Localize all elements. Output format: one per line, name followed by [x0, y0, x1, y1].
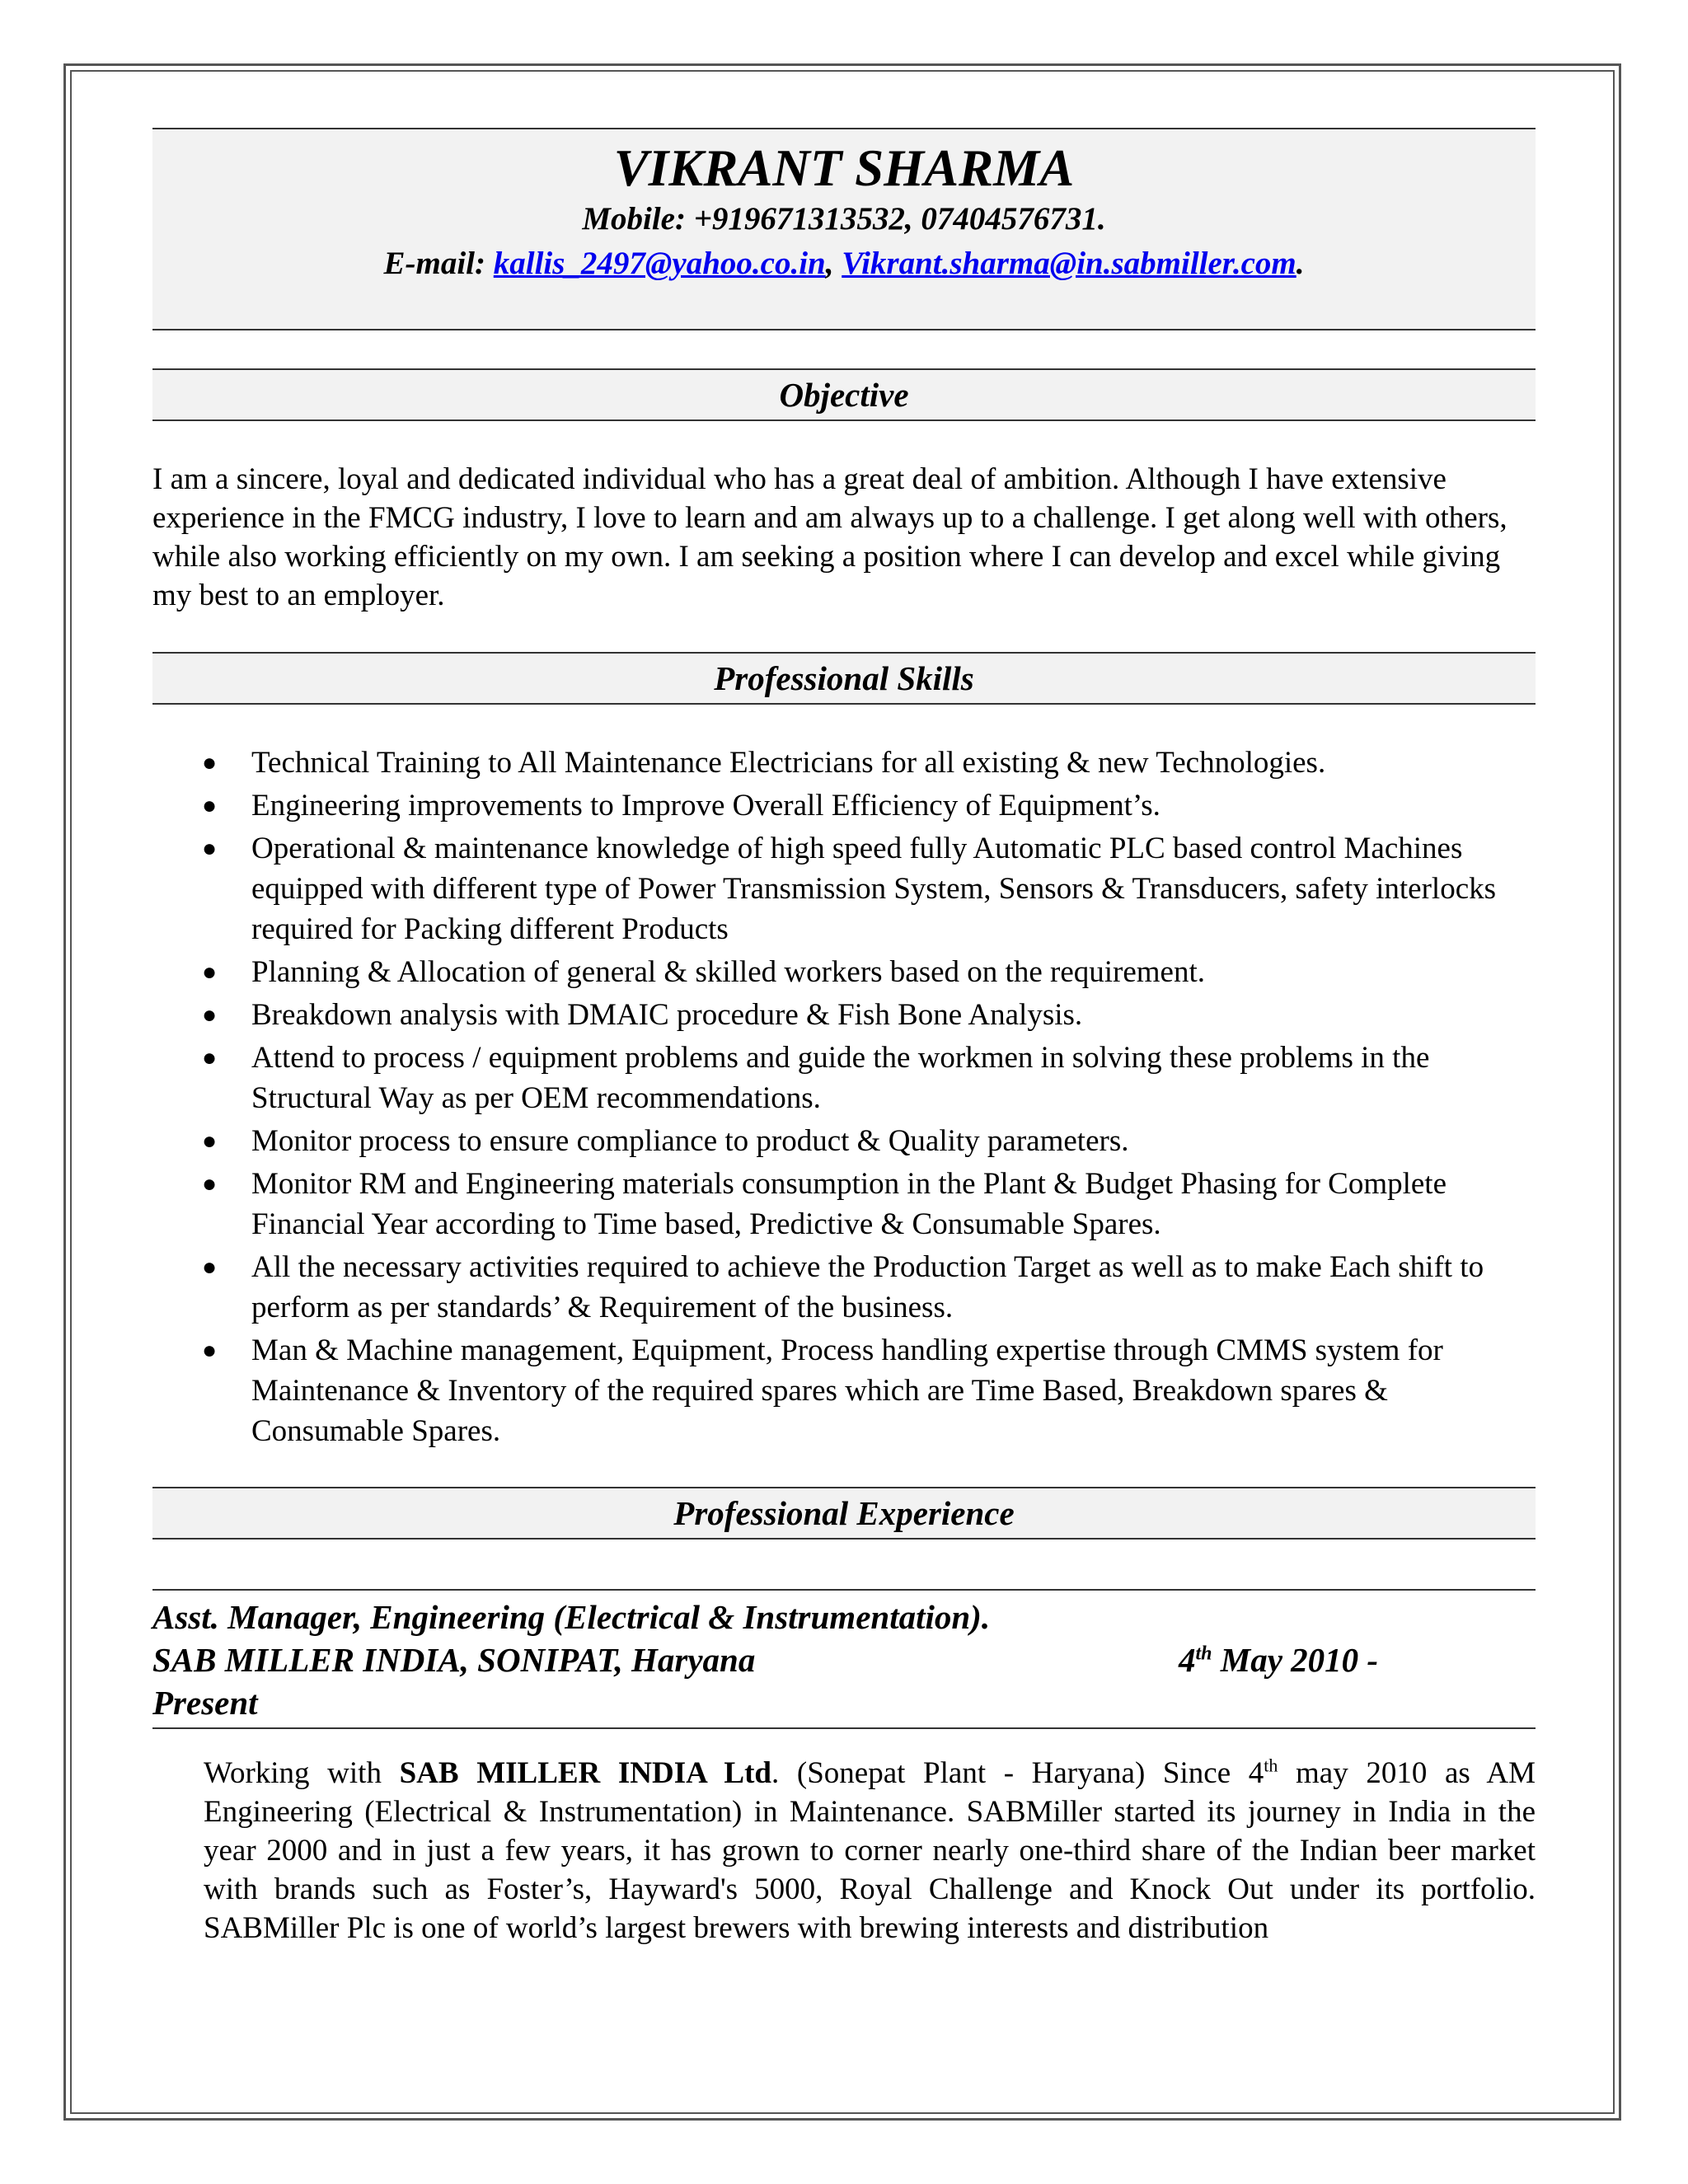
job-date-rest: May 2010 -: [1212, 1641, 1379, 1679]
skill-item: [152, 952, 1536, 992]
skill-text: All the necessary activities required to achieve the Production Target as well as to make Each shift to perform as per standards’ & Requirement of the business.: [251, 1250, 1484, 1324]
skill-text: Engineering improvements to Improve Overall Efficiency of Equipment’s.: [251, 789, 1160, 823]
skill-text: Man & Machine management, Equipment, Process handling expertise through CMMS system for Maintenance & Inventory of the required spares which are Time Based, Breakdown spares & Consumable Spares.: [251, 1333, 1443, 1448]
job-desc-rest: may 2010 as AM Engineering (Electrical & Instrumentation) in Maintenance. SABMiller started its journey in India in the year 2000 and in just a few years, it has grown to corner nearly one-third share of the Indian beer market with brands such as Foster’s, Hayward's 5000, Royal Challenge and Knock Out under its portfolio. SABMiller Plc is one of world’s largest brewers with brewing interests and distribution: [204, 1756, 1536, 1945]
skill-item: [152, 1247, 1536, 1328]
job-end-date: Present: [152, 1684, 258, 1722]
skill-item: [152, 1121, 1536, 1161]
job-date-suffix: th: [1195, 1643, 1212, 1665]
bullet-icon: ●: [202, 1001, 218, 1029]
job-start-date: [1179, 1638, 1378, 1681]
bullet-icon: ●: [202, 958, 218, 986]
resume-header: [152, 128, 1536, 330]
job-desc-sup: th: [1264, 1755, 1278, 1776]
objective-text: I am a sincere, loyal and dedicated individual who has a great deal of ambition. Although I have extensive experience in the FMCG industry, I love to learn and am always up to a challenge. I get along well with others, while also working efficiently on my own. I am seeking a position where I can develop and excel while giving my best to an employer.: [152, 462, 1507, 612]
skill-item: [152, 1330, 1536, 1451]
skill-item: [152, 1038, 1536, 1118]
job-header: [152, 1589, 1536, 1729]
skills-list: [152, 743, 1536, 1451]
email-label: E-mail:: [383, 246, 494, 281]
skill-item: [152, 828, 1536, 949]
job-title: Asst. Manager, Engineering (Electrical & Instrumentation).: [152, 1598, 991, 1636]
skill-item: [152, 995, 1536, 1035]
email-end: .: [1296, 246, 1305, 281]
skill-text: Attend to process / equipment problems and guide the workmen in solving these problems in the Structural Way as per OEM recommendations.: [251, 1041, 1430, 1115]
objective-heading: Objective: [152, 368, 1536, 421]
bullet-icon: ●: [202, 749, 218, 776]
email-separator: ,: [825, 246, 842, 281]
email-line: [152, 246, 1536, 282]
job-date-day: 4: [1179, 1641, 1196, 1679]
skill-item: [152, 785, 1536, 826]
job-desc-start: Working with: [204, 1756, 400, 1790]
skill-text: Planning & Allocation of general & skilled workers based on the requirement.: [251, 955, 1205, 989]
bullet-icon: ●: [202, 1044, 218, 1071]
job-description: [204, 1754, 1536, 1947]
skill-item: [152, 743, 1536, 783]
experience-heading: Professional Experience: [152, 1487, 1536, 1540]
email-link-sabmiller[interactable]: Vikrant.sharma@in.sabmiller.com: [842, 246, 1296, 281]
bullet-icon: ●: [202, 835, 218, 862]
bullet-icon: ●: [202, 1170, 218, 1197]
skill-text: Technical Training to All Maintenance Electricians for all existing & new Technologies.: [251, 746, 1326, 780]
job-desc-company: SAB MILLER INDIA Ltd: [399, 1756, 772, 1790]
bullet-icon: ●: [202, 1127, 218, 1155]
skills-heading: Professional Skills: [152, 652, 1536, 705]
email-link-yahoo[interactable]: kallis_2497@yahoo.co.in: [493, 246, 826, 281]
bullet-icon: ●: [202, 1337, 218, 1364]
candidate-name: VIKRANT SHARMA: [613, 139, 1075, 197]
skill-text: Monitor process to ensure compliance to product & Quality parameters.: [251, 1124, 1129, 1158]
skill-text: Operational & maintenance knowledge of high speed fully Automatic PLC based control Machines equipped with different type of Power Transmission System, Sensors & Transducers, safety interlocks required for Packing different Products: [251, 832, 1497, 946]
resume-content: [152, 128, 1536, 1947]
mobile-numbers: Mobile: +919671313532, 07404576731.: [582, 201, 1106, 237]
skill-text: Breakdown analysis with DMAIC procedure & Fish Bone Analysis.: [251, 998, 1083, 1032]
job-desc-mid: . (Sonepat Plant - Haryana) Since 4: [771, 1756, 1264, 1790]
skill-text: Monitor RM and Engineering materials consumption in the Plant & Budget Phasing for Complete Financial Year according to Time based, Predictive & Consumable Spares.: [251, 1167, 1447, 1241]
job-company-row: [152, 1638, 1536, 1681]
bullet-icon: ●: [202, 1254, 218, 1281]
job-company: SAB MILLER INDIA, SONIPAT, Haryana: [152, 1641, 756, 1679]
skill-item: [152, 1164, 1536, 1244]
bullet-icon: ●: [202, 792, 218, 819]
